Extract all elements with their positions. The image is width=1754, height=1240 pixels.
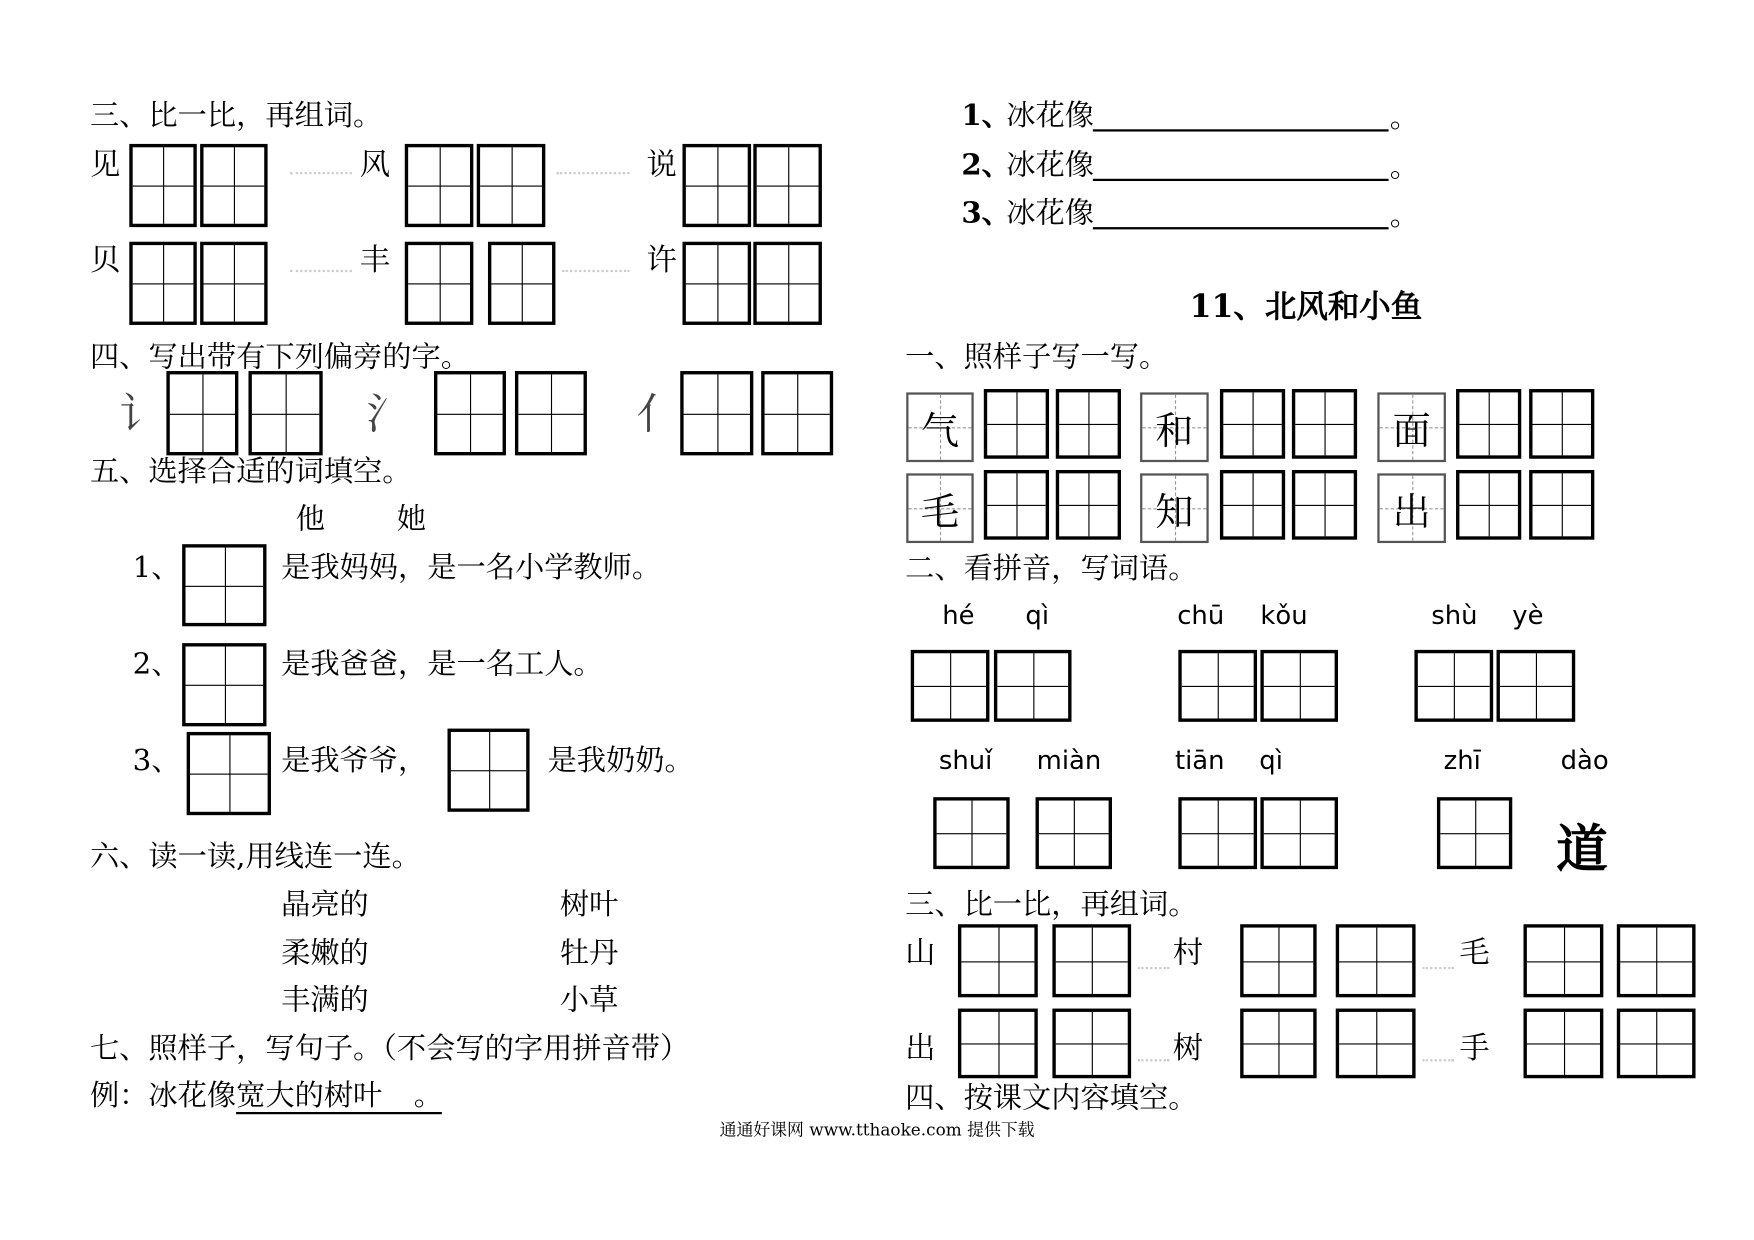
dotted-leader bbox=[1138, 967, 1169, 969]
writing-grid-box bbox=[1414, 650, 1493, 722]
writing-grid-box bbox=[1292, 470, 1357, 540]
example-char-box bbox=[906, 392, 973, 462]
dotted-leader bbox=[290, 172, 352, 174]
compare-char: 丰 bbox=[359, 242, 391, 278]
compare-char: 风 bbox=[359, 147, 391, 183]
writing-grid-box bbox=[1240, 924, 1316, 997]
writing-grid-box bbox=[1529, 470, 1594, 540]
example-char-box bbox=[906, 473, 973, 543]
writing-grid-box bbox=[488, 242, 555, 325]
match-right-word: 小草 bbox=[559, 983, 619, 1018]
dotted-leader bbox=[557, 172, 630, 174]
item-number: 2、 bbox=[132, 647, 181, 682]
sentence-end: 。 bbox=[1389, 150, 1419, 185]
example-char: 气 bbox=[920, 408, 960, 454]
example-char: 和 bbox=[1155, 408, 1194, 454]
writing-grid-box bbox=[248, 371, 322, 455]
lesson-title: 11、北风和小鱼 bbox=[1189, 287, 1423, 325]
writing-grid-box bbox=[182, 544, 266, 626]
writing-grid-box bbox=[447, 729, 529, 812]
writing-grid-box bbox=[1529, 389, 1594, 459]
dotted-leader bbox=[1422, 967, 1453, 969]
writing-grid-box bbox=[1497, 650, 1576, 722]
sentence-end: 。 bbox=[1389, 199, 1419, 233]
right-section-3-title: 三、比一比，再组词。 bbox=[905, 888, 1198, 922]
sentence-end: 。 bbox=[1389, 101, 1419, 135]
writing-grid-box bbox=[1524, 924, 1604, 997]
writing-grid-box bbox=[994, 650, 1072, 722]
writing-grid-box bbox=[1052, 924, 1131, 997]
compare-char: 见 bbox=[89, 147, 121, 183]
writing-grid-box bbox=[129, 242, 196, 325]
dotted-leader bbox=[1138, 1059, 1169, 1061]
writing-grid-box bbox=[1220, 470, 1285, 540]
compare-char: 毛 bbox=[1459, 935, 1490, 971]
item-number: 3、 bbox=[132, 744, 181, 779]
example-char-box bbox=[1377, 473, 1446, 543]
example-char-box bbox=[1140, 473, 1209, 543]
writing-grid-box bbox=[129, 144, 196, 227]
writing-grid-box bbox=[1617, 924, 1696, 997]
writing-grid-box bbox=[1240, 1009, 1316, 1079]
pinyin-syllable: shuǐ bbox=[938, 746, 993, 776]
pinyin-syllable: shù bbox=[1431, 601, 1478, 631]
sentence-text: 冰花像 bbox=[1006, 98, 1095, 133]
writing-grid-box bbox=[682, 144, 751, 227]
pinyin-syllable: tiān bbox=[1174, 746, 1225, 776]
writing-grid-box bbox=[753, 144, 822, 227]
writing-grid-box bbox=[753, 242, 822, 325]
writing-grid-box bbox=[1036, 797, 1112, 869]
sentence-number: 2、 bbox=[961, 148, 1011, 183]
writing-grid-box bbox=[187, 732, 271, 815]
writing-grid-box bbox=[933, 797, 1009, 869]
match-right-word: 树叶 bbox=[559, 888, 619, 922]
compare-char: 手 bbox=[1459, 1031, 1490, 1066]
writing-grid-box bbox=[682, 242, 751, 325]
compare-char: 出 bbox=[905, 1031, 936, 1066]
writing-grid-box bbox=[1260, 650, 1338, 722]
example-char: 面 bbox=[1392, 408, 1431, 454]
writing-grid-box bbox=[1437, 797, 1512, 869]
pinyin-syllable: zhī bbox=[1443, 746, 1481, 776]
writing-grid-box bbox=[477, 144, 546, 227]
option-word: 她 bbox=[396, 502, 427, 537]
fill-sentence: 是我妈妈，是一名小学教师。 bbox=[281, 550, 662, 585]
sentence-number: 1、 bbox=[961, 98, 1011, 133]
pinyin-syllable: yè bbox=[1512, 601, 1544, 631]
writing-grid-box bbox=[1336, 1009, 1416, 1079]
writing-grid-box bbox=[1524, 1009, 1604, 1079]
writing-grid-box bbox=[1456, 389, 1521, 459]
writing-grid-box bbox=[1178, 650, 1257, 722]
writing-grid-box bbox=[1336, 924, 1416, 997]
writing-grid-box bbox=[984, 470, 1049, 540]
writing-grid-box bbox=[1052, 1009, 1131, 1079]
writing-grid-box bbox=[1292, 389, 1357, 459]
sentence-text: 冰花像 bbox=[1006, 148, 1095, 183]
fill-sentence: 是我爷爷， bbox=[281, 744, 428, 779]
pinyin-syllable: kǒu bbox=[1260, 601, 1308, 631]
writing-grid-box bbox=[958, 1009, 1038, 1079]
right-section-1-title: 一、照样子写一写。 bbox=[905, 340, 1169, 375]
writing-grid-box bbox=[182, 643, 266, 726]
writing-grid-box bbox=[984, 389, 1049, 459]
match-left-word: 柔嫩的 bbox=[281, 936, 369, 971]
right-section-4-title: 四、按课文内容填空。 bbox=[905, 1081, 1198, 1116]
radical-char: 讠 bbox=[119, 389, 162, 439]
compare-char: 山 bbox=[905, 935, 936, 971]
match-left-word: 丰满的 bbox=[281, 983, 369, 1018]
example-char-box bbox=[1377, 392, 1446, 462]
example-end: 。 bbox=[413, 1079, 444, 1114]
item-number: 1、 bbox=[132, 550, 181, 585]
writing-grid-box bbox=[515, 371, 587, 455]
given-char: 道 bbox=[1556, 818, 1608, 880]
right-section-2-title: 二、看拼音，写词语。 bbox=[905, 552, 1198, 586]
pinyin-syllable: chū bbox=[1177, 601, 1225, 631]
pinyin-syllable: qì bbox=[1025, 601, 1050, 631]
radical-char: 亻 bbox=[636, 389, 680, 439]
pinyin-syllable: miàn bbox=[1036, 746, 1102, 776]
dotted-leader bbox=[1422, 1059, 1453, 1061]
left-section-3-title: 三、比一比，再组词。 bbox=[89, 98, 383, 133]
pinyin-syllable: hé bbox=[942, 601, 975, 631]
writing-grid-box bbox=[1220, 389, 1285, 459]
radical-char: 氵 bbox=[366, 389, 410, 439]
writing-grid-box bbox=[911, 650, 990, 722]
writing-grid-box bbox=[761, 371, 833, 455]
example-char: 毛 bbox=[920, 489, 960, 535]
left-section-7-title: 七、照样子，写句子。（不会写的字用拼音带） bbox=[89, 1032, 690, 1066]
example-underline bbox=[236, 1112, 442, 1114]
writing-grid-box bbox=[166, 371, 238, 455]
writing-grid-box bbox=[1617, 1009, 1696, 1079]
left-section-6-title: 六、读一读,用线连一连。 bbox=[89, 839, 421, 874]
writing-grid-box bbox=[200, 242, 267, 325]
compare-char: 树 bbox=[1172, 1031, 1204, 1066]
pinyin-syllable: dào bbox=[1560, 746, 1609, 776]
footer-credit: 通通好课网 www.tthaoke.com 提供下载 bbox=[719, 1119, 1035, 1141]
answer-line bbox=[1093, 179, 1389, 181]
example-char: 出 bbox=[1392, 489, 1431, 535]
left-section-5-title: 五、选择合适的词填空。 bbox=[89, 455, 412, 490]
writing-grid-box bbox=[1056, 389, 1121, 459]
writing-grid-box bbox=[434, 371, 506, 455]
pinyin-syllable: qì bbox=[1259, 746, 1283, 776]
example-char: 知 bbox=[1155, 489, 1194, 535]
example-char-box bbox=[1140, 392, 1209, 462]
writing-grid-box bbox=[680, 371, 753, 455]
dotted-leader bbox=[562, 270, 629, 272]
writing-grid-box bbox=[1260, 797, 1338, 869]
fill-sentence: 是我爸爸，是一名工人。 bbox=[281, 647, 603, 682]
fill-sentence: 是我奶奶。 bbox=[547, 744, 694, 779]
writing-grid-box bbox=[405, 144, 474, 227]
match-right-word: 牡丹 bbox=[559, 936, 619, 971]
sentence-text: 冰花像 bbox=[1006, 196, 1095, 231]
option-word: 他 bbox=[295, 502, 325, 537]
writing-grid-box bbox=[405, 242, 474, 325]
sentence-number: 3、 bbox=[961, 196, 1011, 231]
writing-grid-box bbox=[1456, 470, 1521, 540]
compare-char: 村 bbox=[1172, 935, 1204, 971]
compare-char: 贝 bbox=[89, 242, 121, 278]
match-left-word: 晶亮的 bbox=[281, 888, 369, 922]
answer-line bbox=[1093, 129, 1389, 131]
dotted-leader bbox=[290, 270, 352, 272]
example-prefix: 例：冰花像 bbox=[89, 1079, 237, 1114]
compare-char: 说 bbox=[646, 147, 677, 183]
left-section-4-title: 四、写出带有下列偏旁的字。 bbox=[89, 340, 471, 375]
writing-grid-box bbox=[1056, 470, 1121, 540]
compare-char: 许 bbox=[646, 242, 677, 278]
writing-grid-box bbox=[1178, 797, 1257, 869]
example-answer: 宽大的树叶 bbox=[236, 1079, 383, 1114]
writing-grid-box bbox=[958, 924, 1038, 997]
writing-grid-box bbox=[200, 144, 267, 227]
answer-line bbox=[1093, 227, 1389, 229]
